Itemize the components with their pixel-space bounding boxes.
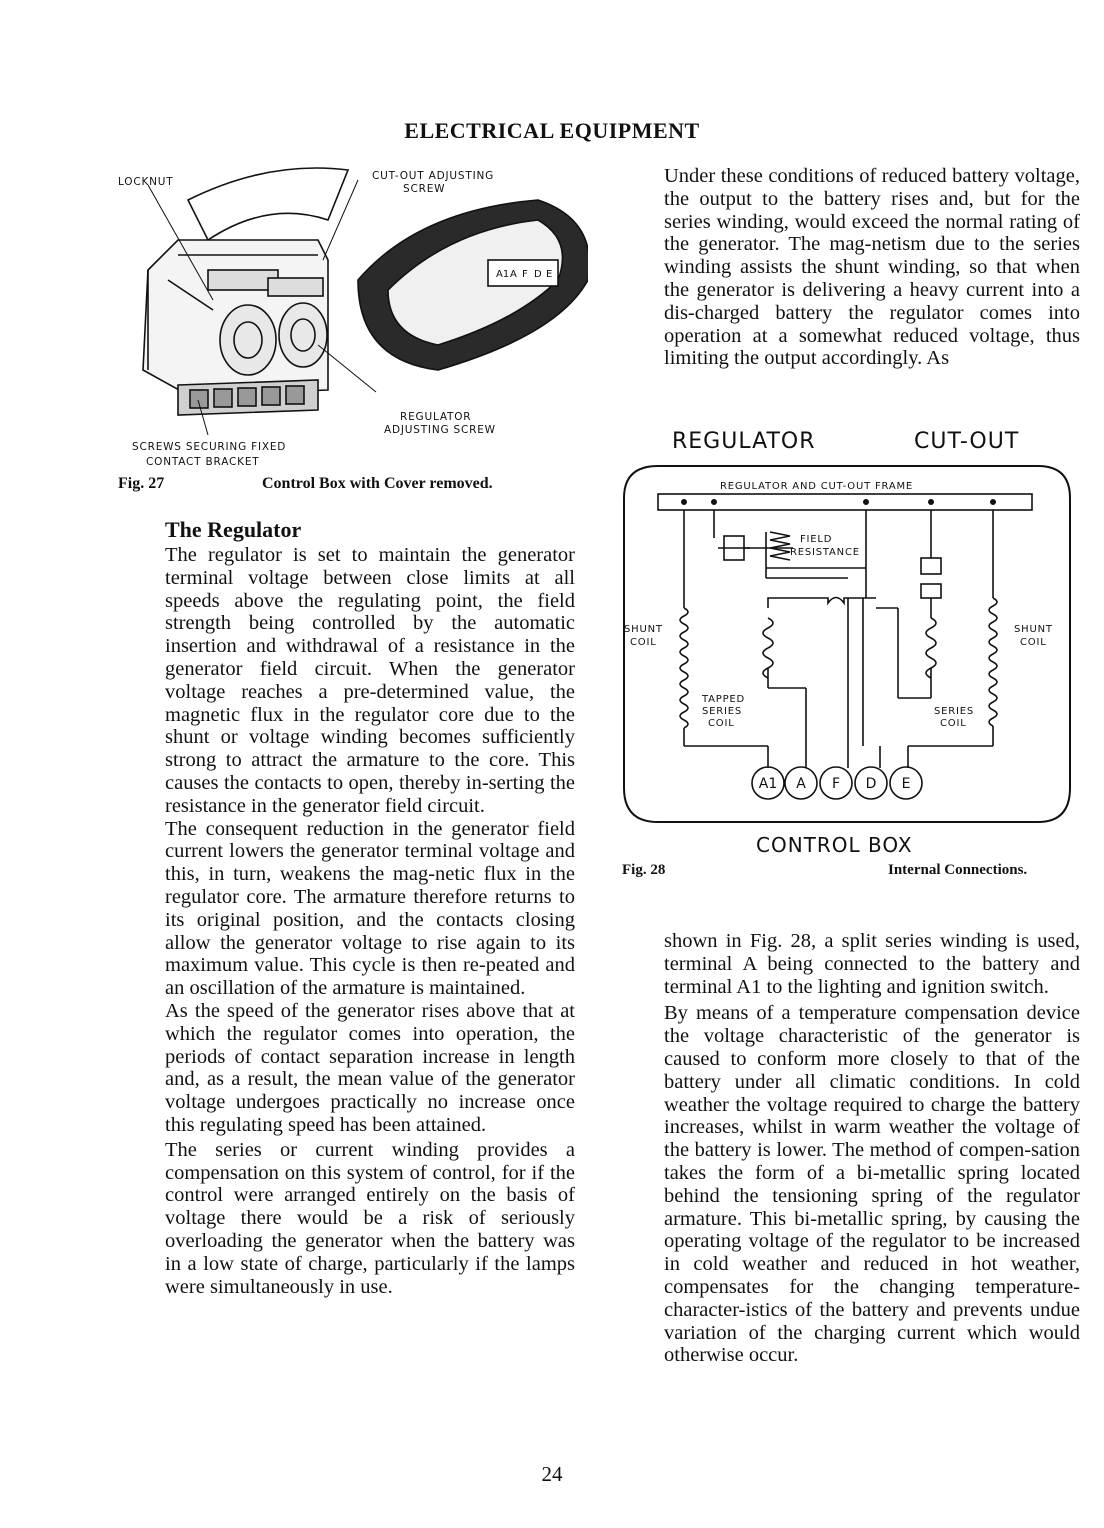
cover-terminal-e: E bbox=[546, 269, 553, 280]
screws-bracket-label-line2: CONTACT BRACKET bbox=[146, 456, 260, 468]
cutout-screw-label-line1: CUT-OUT ADJUSTING bbox=[372, 170, 495, 182]
right-top-paragraph: Under these conditions of reduced battery voltage, the output to the battery rises and, but for the series winding, would exceed the normal rating of the generator. The mag-netism due to the series winding assists the shunt winding, so that when the generator is delivering a heavy current into a dis-charged battery the regulator comes into operation at a somewhat reduced voltage, thus limiting the output accordingly. As bbox=[664, 165, 1080, 370]
left-paragraph-4: The series or current winding provides a compensation on this system of control, for if the control were arranged entirely on the basis of voltage there would be a risk of seriously overloading the generator when the battery was in a low state of charge, particularly if the lamps were simultaneously in use. bbox=[165, 1138, 575, 1298]
fig28-number: Fig. 28 bbox=[622, 862, 666, 878]
frame-label: REGULATOR AND CUT-OUT FRAME bbox=[720, 481, 914, 492]
cover-terminal-a: A bbox=[510, 269, 517, 280]
field-resistance-label-line2: RESISTANCE bbox=[790, 547, 860, 558]
field-resistance-label-line1: FIELD bbox=[800, 534, 833, 545]
control-box-label: CONTROL BOX bbox=[756, 833, 913, 857]
terminal-d-label: D bbox=[865, 776, 877, 792]
control-box-illustration bbox=[118, 160, 588, 460]
terminal-a1-label: A1 bbox=[758, 776, 778, 792]
fig27-number: Fig. 27 bbox=[118, 475, 165, 492]
right-paragraph-1: shown in Fig. 28, a split series winding is used, terminal A being connected to the battery and terminal A1 to the lighting and ignition switch. bbox=[664, 930, 1080, 998]
shunt-coil-right-line2: COIL bbox=[1020, 637, 1047, 648]
left-paragraph-1: The regulator is set to maintain the generator terminal voltage between close limits at all speeds above the regulating point, the field strength being controlled by the automatic insertion and withdrawal of a resistance in the generator field circuit. When the generator voltage reaches a pre-determined value, the magnetic flux in the regulator core due to the shunt or voltage winding becomes sufficiently strong to attract the armature to the core. This causes the contacts to open, thereby in-serting the resistance in the generator field circuit. bbox=[165, 544, 575, 817]
series-coil-label-line1: SERIES bbox=[934, 706, 975, 717]
terminal-a-label: A bbox=[796, 776, 806, 792]
left-column bbox=[165, 517, 575, 1298]
shunt-coil-left-line2: COIL bbox=[630, 637, 657, 648]
screws-bracket-label-line1: SCREWS SECURING FIXED bbox=[132, 441, 287, 453]
tapped-label-line3: COIL bbox=[708, 718, 735, 729]
fig27-caption: Control Box with Cover removed. bbox=[262, 475, 493, 492]
tapped-label-line2: SERIES bbox=[702, 706, 743, 717]
page-number: 24 bbox=[541, 1462, 563, 1486]
left-paragraph-3: As the speed of the generator rises above that at which the regulator comes into operation, the periods of contact separation increase in length and, as a result, the mean value of the generator voltage undergoes practically no increase once this regulating speed has been attained. bbox=[165, 999, 575, 1136]
right-paragraph-2: By means of a temperature compensation device the voltage characteristic of the generator is caused to conform more closely to that of the battery under all climatic conditions. In cold weather the voltage required to charge the battery increases, whilst in warm weather the voltage of the battery is lower. The method of compen-sation takes the form of a bi-metallic spring located behind the tensioning spring of the regulator armature. This bi-metallic spring, by causing the operating voltage of the regulator to be increased in cold weather and reduced in hot weather, compensates for the changing temperature-character-istics of the battery and prevents undue variation of the charging current which would otherwise occur. bbox=[664, 1002, 1080, 1367]
wiring-diagram bbox=[618, 458, 1078, 830]
left-paragraph-2: The consequent reduction in the generator field current lowers the generator terminal voltage and this, in turn, weakens the mag-netic flux in the regulator core. The armature therefore returns to its original position, and the contacts closing allow the generator voltage to rise again to its maximum value. This cycle is then re-peated and an oscillation of the armature is maintained. bbox=[165, 817, 575, 1000]
series-coil-label-line2: COIL bbox=[940, 718, 967, 729]
regulator-screw-label-line1: REGULATOR bbox=[400, 411, 472, 423]
regulator-heading-label: REGULATOR bbox=[672, 429, 816, 454]
shunt-coil-left-line1: SHUNT bbox=[624, 624, 663, 635]
regulator-screw-label-line2: ADJUSTING SCREW bbox=[384, 424, 496, 436]
terminal-e-label: E bbox=[901, 776, 911, 792]
regulator-heading: The Regulator bbox=[165, 517, 302, 542]
cover-terminal-f: F bbox=[522, 269, 528, 280]
fig28-caption: Internal Connections. bbox=[888, 862, 1028, 878]
tapped-label-line1: TAPPED bbox=[702, 694, 746, 705]
page-header: ELECTRICAL EQUIPMENT bbox=[404, 118, 700, 143]
terminal-f-label: F bbox=[831, 776, 841, 792]
right-column-lower bbox=[664, 930, 1080, 1367]
locknut-label: LOCKNUT bbox=[118, 176, 174, 188]
shunt-coil-right-line1: SHUNT bbox=[1014, 624, 1053, 635]
cover-terminal-d: D bbox=[534, 269, 542, 280]
cutout-heading-label: CUT-OUT bbox=[914, 429, 1020, 454]
cutout-screw-label-line2: SCREW bbox=[403, 183, 446, 195]
cover-terminal-a1: A1 bbox=[496, 269, 510, 280]
